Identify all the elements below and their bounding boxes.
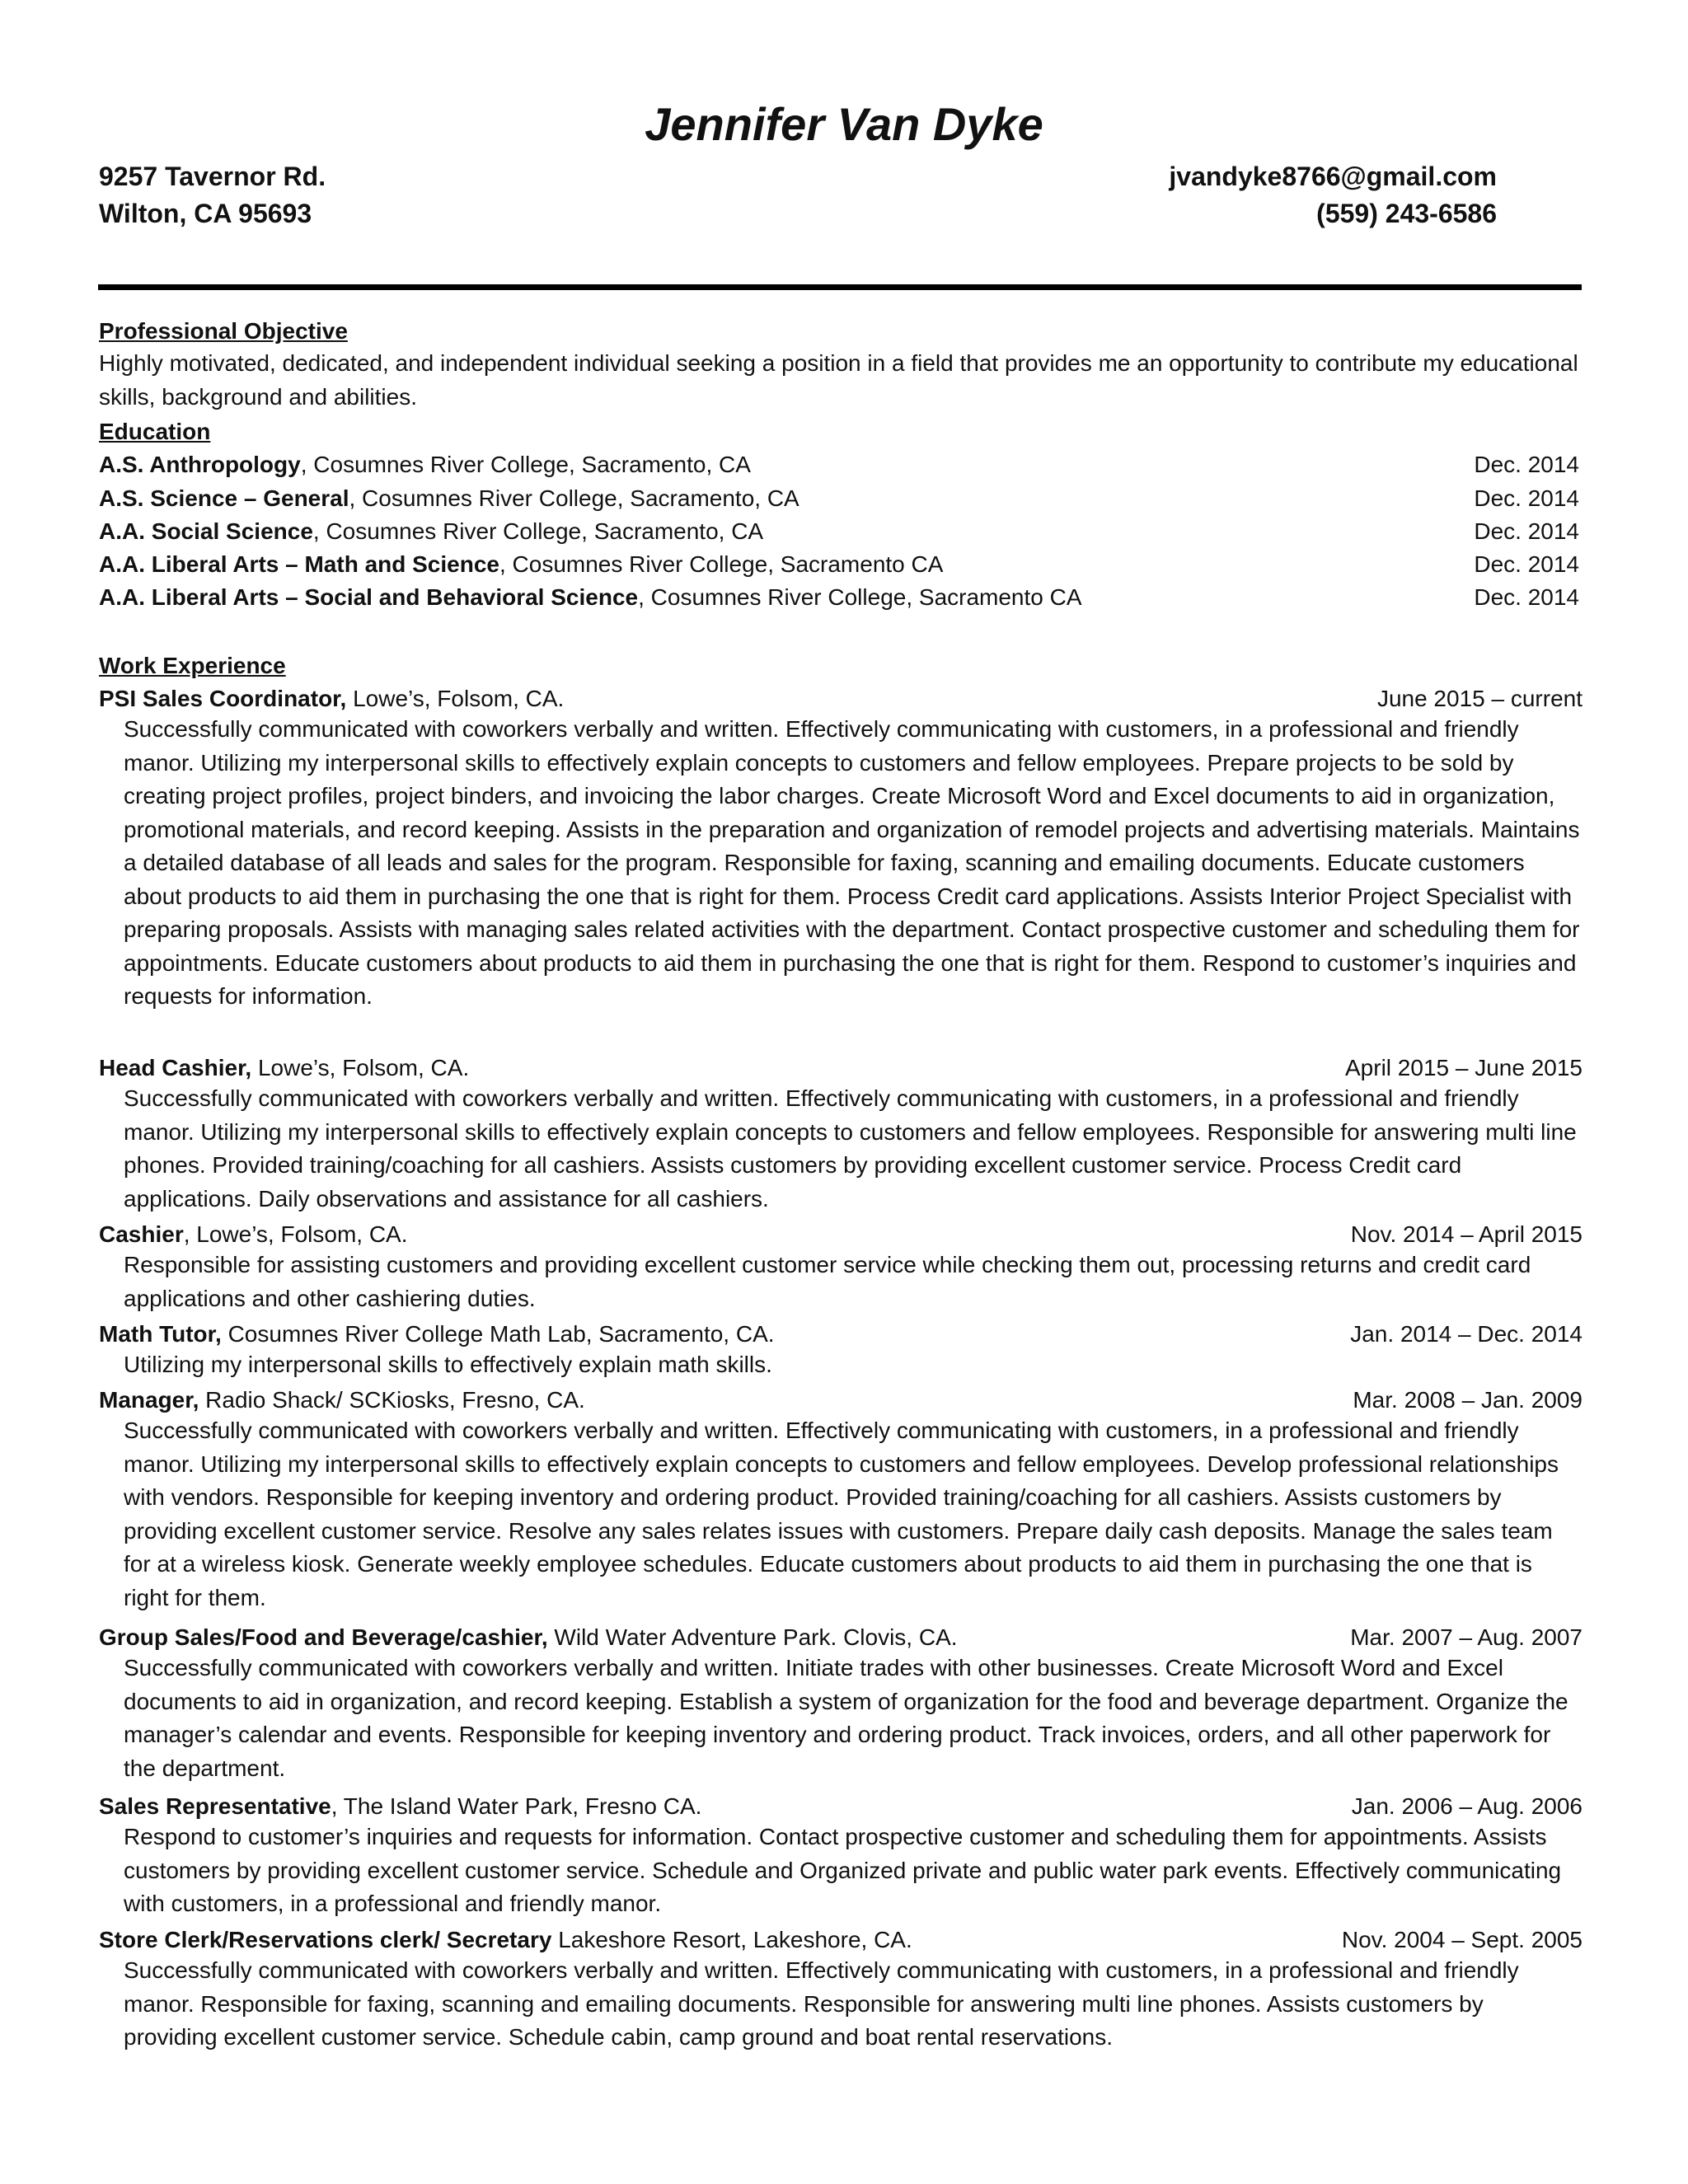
job-header <box>99 1323 1582 1346</box>
school: , Cosumnes River College, Sacramento, CA <box>349 485 799 511</box>
school: , Cosumnes River College, Sacramento, CA <box>312 518 764 544</box>
job-description: Responsible for assisting customers and providing excellent customer service while checking them out, processing returns and credit card applications and other cashiering duties. <box>124 1252 1531 1311</box>
education-date: Dec. 2014 <box>1474 452 1579 477</box>
job-date: Jan. 2014 – Dec. 2014 <box>1350 1321 1582 1347</box>
job-date: Nov. 2014 – April 2015 <box>1350 1221 1582 1247</box>
job-title: Sales Representative <box>99 1793 331 1819</box>
job-description: Respond to customer’s inquiries and requests for information. Contact prospective customer and scheduling them for appointments. Assists customers by providing excellent customer service. Schedule and Organized private and public water park events. Effectively communicating with customers, in a professional and friendly manor. <box>124 1824 1562 1916</box>
education-date: Dec. 2014 <box>1474 485 1579 511</box>
education-item <box>99 553 1582 576</box>
job-header <box>99 1929 1582 1952</box>
job-description: Successfully communicated with coworkers verbally and written. Effectively communicating with customers, in a professional and friendly manor. Responsible for faxing, scanning and emailing documents. Responsible for answering multi line phones. Assists customers by providing excellent customer service. Schedule cabin, camp ground and boat rental reservations. <box>124 1957 1519 2050</box>
education-date: Dec. 2014 <box>1474 518 1579 544</box>
school: , Cosumnes River College, Sacramento CA <box>638 584 1082 610</box>
school: , Cosumnes River College, Sacramento CA <box>499 551 944 577</box>
education-date: Dec. 2014 <box>1474 551 1579 577</box>
job-place: Radio Shack/ SCKiosks, Fresno, CA. <box>199 1387 585 1413</box>
degree: A.A. Liberal Arts – Social and Behavioral Science <box>99 584 639 610</box>
address-line-1: 9257 Tavernor Rd. <box>99 162 326 191</box>
job-date: Mar. 2007 – Aug. 2007 <box>1350 1624 1582 1650</box>
objective-heading: Professional Objective <box>99 318 348 344</box>
email[interactable]: jvandyke8766@gmail.com <box>1169 162 1497 191</box>
job-place: , Lowe’s, Folsom, CA. <box>183 1221 408 1247</box>
job-title: Manager, <box>99 1387 199 1413</box>
job-header <box>99 1223 1582 1246</box>
job-date: April 2015 – June 2015 <box>1345 1055 1582 1080</box>
job-title: Group Sales/Food and Beverage/cashier, <box>99 1624 548 1650</box>
job-description: Successfully communicated with coworkers verbally and written. Initiate trades with other businesses. Create Microsoft Word and Excel documents to aid in organization, and record keeping. Establish a system of organization for the food and beverage department. Organize the manager’s calendar and events. Responsible for keeping inventory and ordering product. Track invoices, orders, and all other paperwork for the department. <box>124 1655 1568 1781</box>
degree: A.A. Liberal Arts – Math and Science <box>99 551 499 577</box>
degree: A.S. Anthropology <box>99 452 301 477</box>
objective-text: Highly motivated, dedicated, and independent individual seeking a position in a field that provides me an opportunity to contribute my educational skills, background and abilities. <box>99 350 1578 410</box>
degree: A.S. Science – General <box>99 485 349 511</box>
job-description: Successfully communicated with coworkers verbally and written. Effectively communicating with customers, in a professional and friendly manor. Utilizing my interpersonal skills to effectively explain concepts to customers and fellow employees. Prepare projects to be sold by creating project profiles, project binders, and invoicing the labor charges. Create Microsoft Word and Excel documents to aid in organization, promotional materials, and record keeping. Assists in the preparation and organization of remodel projects and advertising materials. Maintains a detailed database of all leads and sales for the program. Responsible for faxing, scanning and emailing documents. Educate customers about products to aid them in purchasing the one that is right for them. Process Credit card applications. Assists Interior Project Specialist with preparing proposals. Assists with managing sales related activities with the department. Contact prospective customer and scheduling them for appointments. Educate customers about products to aid them in purchasing the one that is right for them. Respond to customer’s inquiries and requests for information. <box>124 716 1580 1009</box>
job-header <box>99 1795 1582 1818</box>
job-header <box>99 1057 1582 1080</box>
applicant-name: Jennifer Van Dyke <box>645 98 1043 150</box>
education-item <box>99 453 1582 476</box>
job-description: Successfully communicated with coworkers verbally and written. Effectively communicating with customers, in a professional and friendly manor. Utilizing my interpersonal skills to effectively explain concepts to customers and fellow employees. Develop professional relationships with vendors. Responsible for keeping inventory and ordering product. Provided training/coaching for all cashiers. Assists customers by providing excellent customer service. Resolve any sales relates issues with customers. Prepare daily cash deposits. Manage the sales team for at a wireless kiosk. Generate weekly employee schedules. Educate customers about products to aid them in purchasing the one that is right for them. <box>124 1418 1559 1610</box>
job-place: Lowe’s, Folsom, CA. <box>346 686 565 711</box>
education-item <box>99 586 1582 609</box>
education-heading: Education <box>99 419 211 444</box>
job-title: Math Tutor, <box>99 1321 222 1347</box>
job-description: Utilizing my interpersonal skills to effectively explain math skills. <box>124 1352 772 1377</box>
school: , Cosumnes River College, Sacramento, CA <box>300 452 751 477</box>
job-header <box>99 1389 1582 1412</box>
job-date: June 2015 – current <box>1376 686 1582 711</box>
job-title: Store Clerk/Reservations clerk/ Secretary <box>99 1927 552 1952</box>
address-line-2: Wilton, CA 95693 <box>99 199 312 228</box>
education-date: Dec. 2014 <box>1474 584 1579 610</box>
phone: (559) 243-6586 <box>1316 199 1497 228</box>
job-place: Lakeshore Resort, Lakeshore, CA. <box>551 1927 912 1952</box>
job-header <box>99 687 1582 710</box>
job-date: Jan. 2006 – Aug. 2006 <box>1351 1793 1582 1819</box>
education-item <box>99 520 1582 543</box>
education-item <box>99 487 1582 510</box>
job-place: Wild Water Adventure Park. Clovis, CA. <box>547 1624 958 1650</box>
job-place: , The Island Water Park, Fresno CA. <box>331 1793 702 1819</box>
job-place: Cosumnes River College Math Lab, Sacramento, CA. <box>221 1321 775 1347</box>
degree: A.A. Social Science <box>99 518 313 544</box>
job-title: Head Cashier, <box>99 1055 252 1080</box>
job-title: Cashier <box>99 1221 184 1247</box>
job-place: Lowe’s, Folsom, CA. <box>251 1055 470 1080</box>
job-description: Successfully communicated with coworkers verbally and written. Effectively communicating with customers, in a professional and friendly manor. Utilizing my interpersonal skills to effectively explain concepts to customers and fellow employees. Responsible for answering multi line phones. Provided training/coaching for all cashiers. Assists customers by providing excellent customer service. Process Credit card applications. Daily observations and assistance for all cashiers. <box>124 1085 1577 1212</box>
header-divider <box>98 284 1582 290</box>
job-date: Mar. 2008 – Jan. 2009 <box>1353 1387 1582 1413</box>
job-title: PSI Sales Coordinator, <box>99 686 347 711</box>
work-heading: Work Experience <box>99 653 286 678</box>
job-date: Nov. 2004 – Sept. 2005 <box>1341 1927 1582 1952</box>
job-header <box>99 1626 1582 1649</box>
